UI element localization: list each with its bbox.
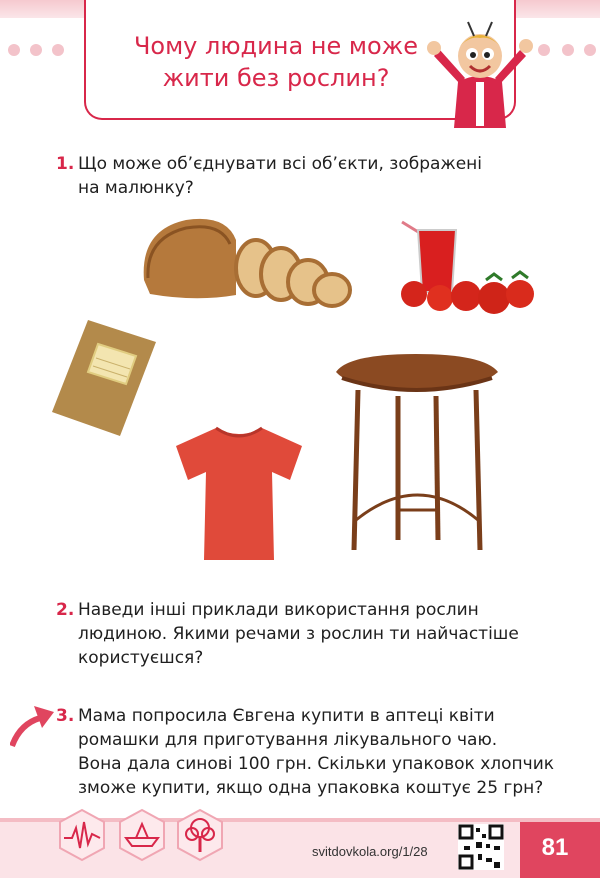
bread-image <box>136 210 356 310</box>
wooden-table-image <box>328 350 504 560</box>
qr-code-icon[interactable] <box>458 824 504 870</box>
red-t-shirt-image <box>172 424 306 564</box>
title-line-2: жити без рослин? <box>162 64 390 92</box>
question-number: 2. <box>56 600 75 620</box>
paper-boat-icon <box>118 808 166 862</box>
question-number: 1. <box>56 154 75 174</box>
question-text: Що може об’єднувати всі об’єкти, зображені на малюнку? <box>78 154 483 198</box>
page-number-box <box>520 822 600 878</box>
notebook-image <box>48 318 158 438</box>
title-line-1: Чому людина не може <box>133 32 419 60</box>
arrow-pointer-icon <box>10 700 56 750</box>
mascot-character <box>420 20 540 130</box>
question-text: Мама попросила Євгена купити в аптеці квіти ромашки для приготування лікувального чаю. Вона дала синові 100 грн. Скільки упаковок хлопчик зможе купити, якщо одна упаковка коштує 25 грн? <box>78 706 555 798</box>
tomato-juice-image <box>394 218 544 318</box>
tree-icon <box>176 808 224 862</box>
page-number: 81 <box>541 834 569 861</box>
question-number: 3. <box>56 706 75 726</box>
footer-url[interactable]: svitdovkola.org/1/28 <box>312 844 428 859</box>
heartbeat-icon <box>58 808 106 862</box>
page-title <box>86 30 466 94</box>
question-text: Наведи інші приклади використання рослин людиною. Якими речами з рослин ти найчастіше користуєшся? <box>78 600 519 668</box>
